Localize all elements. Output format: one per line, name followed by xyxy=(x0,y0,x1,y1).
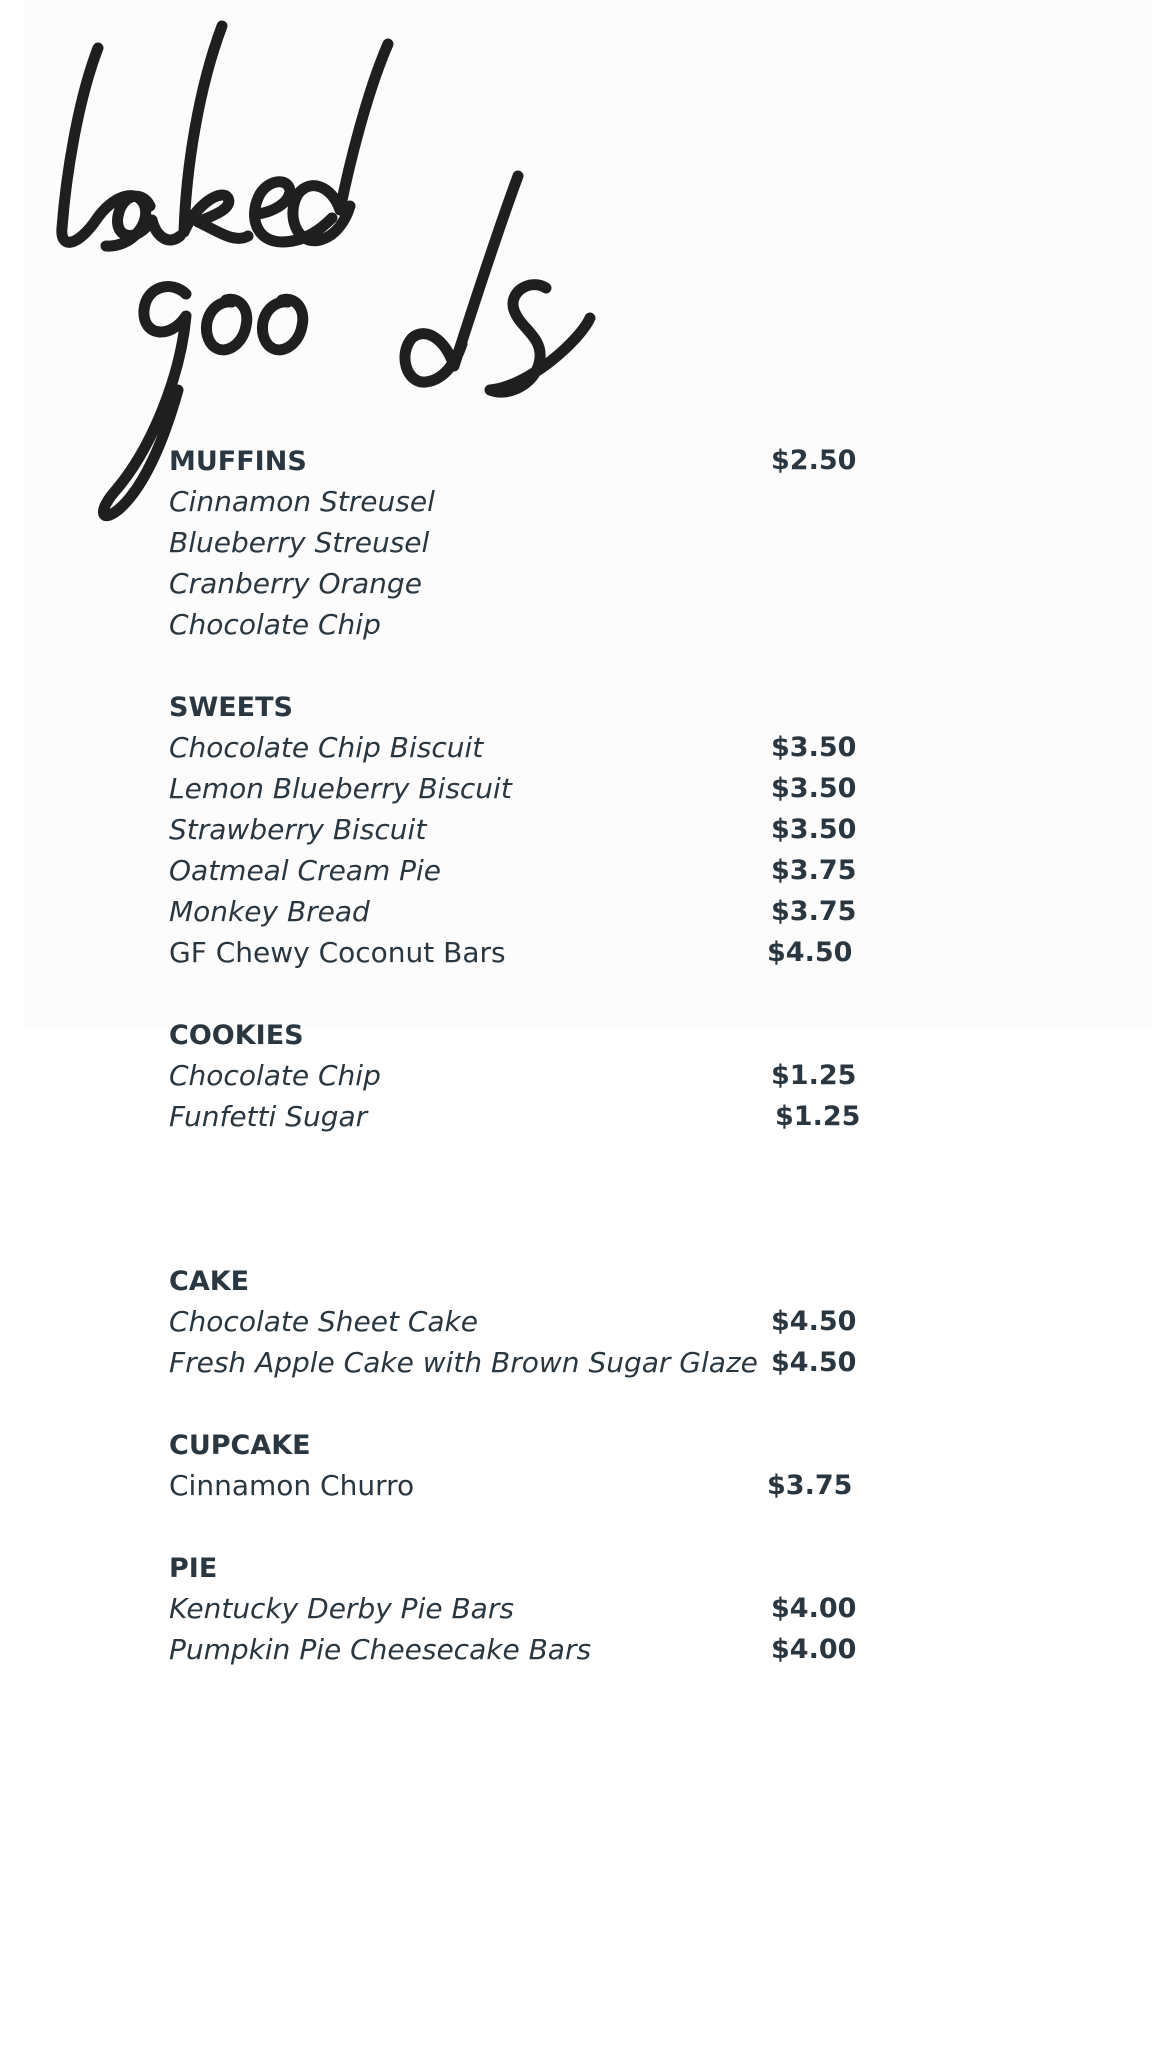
item-name: Chocolate Chip Biscuit xyxy=(169,731,484,764)
item-name: Kentucky Derby Pie Bars xyxy=(169,1592,514,1625)
menu-item xyxy=(169,563,869,604)
item-name: Blueberry Streusel xyxy=(169,526,430,559)
item-price: $1.25 xyxy=(775,1101,861,1132)
section-heading xyxy=(169,1424,869,1465)
menu-item xyxy=(169,1588,869,1629)
item-price: $3.50 xyxy=(771,814,857,845)
section-title: CAKE xyxy=(169,1266,250,1297)
item-price: $3.75 xyxy=(767,1470,853,1501)
item-name: Lemon Blueberry Biscuit xyxy=(169,772,512,805)
menu-item xyxy=(169,604,869,645)
menu-item xyxy=(169,1301,869,1342)
menu-list xyxy=(169,440,869,1670)
section-sweets xyxy=(169,686,869,973)
item-name: Fresh Apple Cake with Brown Sugar Glaze xyxy=(169,1346,758,1379)
section-title: PIE xyxy=(169,1553,218,1584)
item-name: Chocolate Sheet Cake xyxy=(169,1305,478,1338)
menu-item xyxy=(169,1629,869,1670)
section-title: COOKIES xyxy=(169,1020,304,1051)
section-spacer xyxy=(169,645,869,686)
section-title: SWEETS xyxy=(169,692,293,723)
menu-item xyxy=(169,727,869,768)
section-title: MUFFINS xyxy=(169,446,307,477)
item-name: Cinnamon Streusel xyxy=(169,485,435,518)
item-name: Oatmeal Cream Pie xyxy=(169,854,442,887)
section-cake xyxy=(169,1260,869,1383)
menu-item xyxy=(169,1055,869,1096)
item-price: $3.50 xyxy=(771,732,857,763)
section-heading xyxy=(169,1260,869,1301)
menu-item xyxy=(169,850,869,891)
section-heading xyxy=(169,440,869,481)
item-name: Funfetti Sugar xyxy=(169,1100,368,1133)
item-price: $4.50 xyxy=(771,1347,857,1378)
menu-item xyxy=(169,1342,869,1383)
menu-item xyxy=(169,522,869,563)
item-name: Cranberry Orange xyxy=(169,567,422,600)
menu-item xyxy=(169,768,869,809)
item-name: Strawberry Biscuit xyxy=(169,813,427,846)
section-heading xyxy=(169,1014,869,1055)
item-name: GF Chewy Coconut Bars xyxy=(169,936,506,969)
item-price: $3.75 xyxy=(771,896,857,927)
section-muffins xyxy=(169,440,869,645)
section-heading xyxy=(169,1547,869,1588)
menu-item xyxy=(169,1096,869,1137)
section-heading xyxy=(169,686,869,727)
section-spacer xyxy=(169,1137,869,1260)
item-name: Chocolate Chip xyxy=(169,608,381,641)
item-price: $4.50 xyxy=(771,1306,857,1337)
section-cupcake xyxy=(169,1424,869,1506)
item-price: $4.00 xyxy=(771,1593,857,1624)
menu-item xyxy=(169,891,869,932)
section-spacer xyxy=(169,973,869,1014)
item-price: $1.25 xyxy=(771,1060,857,1091)
item-name: Pumpkin Pie Cheesecake Bars xyxy=(169,1633,592,1666)
menu-item xyxy=(169,1465,869,1506)
item-price: $3.75 xyxy=(771,855,857,886)
section-title: CUPCAKE xyxy=(169,1430,311,1461)
section-cookies xyxy=(169,1014,869,1137)
item-price: $3.50 xyxy=(771,773,857,804)
menu-item xyxy=(169,481,869,522)
menu-item xyxy=(169,932,869,973)
menu-item xyxy=(169,809,869,850)
item-name: Monkey Bread xyxy=(169,895,370,928)
item-name: Chocolate Chip xyxy=(169,1059,381,1092)
section-price: $2.50 xyxy=(771,445,857,476)
section-spacer xyxy=(169,1383,869,1424)
section-pie xyxy=(169,1547,869,1670)
item-price: $4.00 xyxy=(771,1634,857,1665)
section-spacer xyxy=(169,1506,869,1547)
item-name: Cinnamon Churro xyxy=(169,1469,415,1502)
item-price: $4.50 xyxy=(767,937,853,968)
